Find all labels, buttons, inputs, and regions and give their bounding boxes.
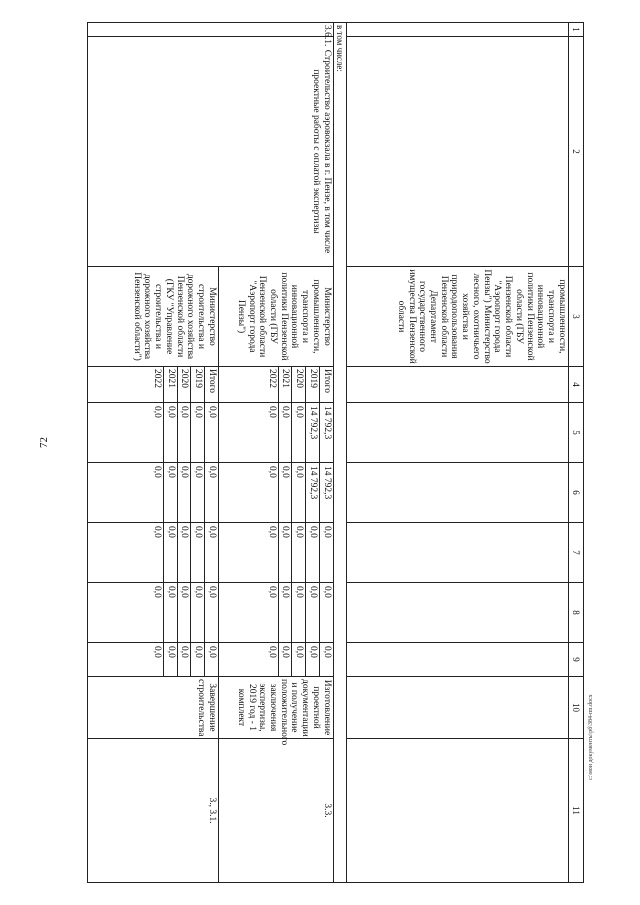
- year-cell: Итого: [205, 367, 219, 403]
- value-cell: 0,0: [191, 643, 205, 677]
- year-cell: 2022: [218, 367, 278, 403]
- year-cell: 2022: [87, 367, 163, 403]
- value-cell: 0,0: [292, 403, 306, 463]
- continuation-row: [346, 23, 568, 883]
- value-cell: 0,0: [292, 523, 306, 583]
- col-header-8: 8: [568, 583, 583, 643]
- value-cell: 0,0: [177, 583, 191, 643]
- value-cell: 0,0: [177, 463, 191, 523]
- col-header-1: 1: [568, 23, 583, 37]
- section-label-row: [333, 23, 346, 883]
- value-cell: 0,0: [191, 583, 205, 643]
- indicator-b: 3., 3.1.: [87, 739, 218, 883]
- value-cell: 0,0: [292, 583, 306, 643]
- result-b: Завершение строительства: [87, 677, 218, 739]
- table-row: [319, 23, 333, 883]
- value-cell: 0,0: [218, 583, 278, 643]
- value-cell: 0,0: [278, 643, 292, 677]
- year-cell: 2019: [191, 367, 205, 403]
- col-header-2: 2: [568, 37, 583, 267]
- rotated-table-wrapper: [90, 22, 584, 882]
- value-cell: 0,0: [319, 643, 333, 677]
- value-cell: 14 792,3: [306, 403, 320, 463]
- value-cell: 0,0: [218, 523, 278, 583]
- value-cell: 0,0: [163, 403, 177, 463]
- value-cell: 0,0: [306, 643, 320, 677]
- value-cell: 0,0: [177, 643, 191, 677]
- value-cell: 0,0: [292, 643, 306, 677]
- year-cell: 2021: [278, 367, 292, 403]
- col-header-7: 7: [568, 523, 583, 583]
- value-cell: 0,0: [278, 583, 292, 643]
- value-cell: 0,0: [177, 403, 191, 463]
- year-cell: 2020: [177, 367, 191, 403]
- value-cell: 0,0: [177, 523, 191, 583]
- value-cell: 0,0: [87, 403, 163, 463]
- value-cell: 0,0: [319, 523, 333, 583]
- value-cell: 0,0: [87, 643, 163, 677]
- value-cell: 0,0: [163, 463, 177, 523]
- col-header-9: 9: [568, 643, 583, 677]
- value-cell: 0,0: [163, 583, 177, 643]
- value-cell: 0,0: [319, 583, 333, 643]
- year-cell: 2021: [163, 367, 177, 403]
- value-cell: 0,0: [292, 463, 306, 523]
- measure-name: Строительство аэровокзала в г. Пензе, в том числе проектные работы с оплатой экспертизы: [87, 37, 333, 267]
- col-header-3: 3: [568, 267, 583, 367]
- value-cell: 0,0: [205, 523, 219, 583]
- value-cell: 0,0: [278, 523, 292, 583]
- year-cell: Итого: [319, 367, 333, 403]
- col-header-6: 6: [568, 463, 583, 523]
- value-cell: 0,0: [205, 643, 219, 677]
- value-cell: 0,0: [205, 583, 219, 643]
- footer-file-path: c:\мои документы\рб\384-пп.docx: [588, 694, 594, 780]
- value-cell: 0,0: [306, 583, 320, 643]
- year-cell: 2019: [306, 367, 320, 403]
- row-number: 3.6.1.: [87, 23, 333, 37]
- value-cell: 0,0: [205, 403, 219, 463]
- value-cell: 0,0: [87, 463, 163, 523]
- value-cell: 0,0: [218, 643, 278, 677]
- indicator-a: 3.3.: [218, 739, 333, 883]
- col-header-5: 5: [568, 403, 583, 463]
- value-cell: 0,0: [191, 463, 205, 523]
- value-cell: 14 792,3: [319, 403, 333, 463]
- value-cell: 0,0: [218, 463, 278, 523]
- value-cell: 0,0: [191, 523, 205, 583]
- value-cell: 0,0: [306, 523, 320, 583]
- value-cell: 0,0: [278, 463, 292, 523]
- header-row: [568, 23, 583, 883]
- value-cell: 0,0: [87, 583, 163, 643]
- year-cell: 2020: [292, 367, 306, 403]
- col-header-10: 10: [568, 677, 583, 739]
- continuation-executor-cell: промышленности, транспорта и инновационной политики Пензенской области (ГБУ Пензенской области "Аэропорт города Пензы") Министерство лесного, охотничьего хозяйства и природопользования Пензенской области Департамент государственного имущества Пензенской области: [346, 267, 568, 367]
- value-cell: 14 792,3: [306, 463, 320, 523]
- value-cell: 0,0: [163, 643, 177, 677]
- budget-table: [87, 22, 584, 883]
- col-header-4: 4: [568, 367, 583, 403]
- value-cell: 0,0: [205, 463, 219, 523]
- page-number: 72: [38, 437, 50, 448]
- value-cell: 0,0: [218, 403, 278, 463]
- value-cell: 14 792,3: [319, 463, 333, 523]
- executor-b: Министерство строительства и дорожного хозяйства Пензенской области (ГКУ "Управление строительства и дорожного хозяйства Пензенской области"): [87, 267, 218, 367]
- executor-a: Министерство промышленности, транспорта и инновационной политики Пензенской области (ГБУ Пензенской области "Аэропорт города Пензы"): [218, 267, 333, 367]
- col-header-11: 11: [568, 739, 583, 883]
- result-a: Изготовление проектной документации и получение положительного заключения экспертизы, 2019 год - 1 комплект: [218, 677, 333, 739]
- value-cell: 0,0: [163, 523, 177, 583]
- value-cell: 0,0: [278, 403, 292, 463]
- value-cell: 0,0: [87, 523, 163, 583]
- value-cell: 0,0: [191, 403, 205, 463]
- section-label: в том числе:: [333, 23, 346, 883]
